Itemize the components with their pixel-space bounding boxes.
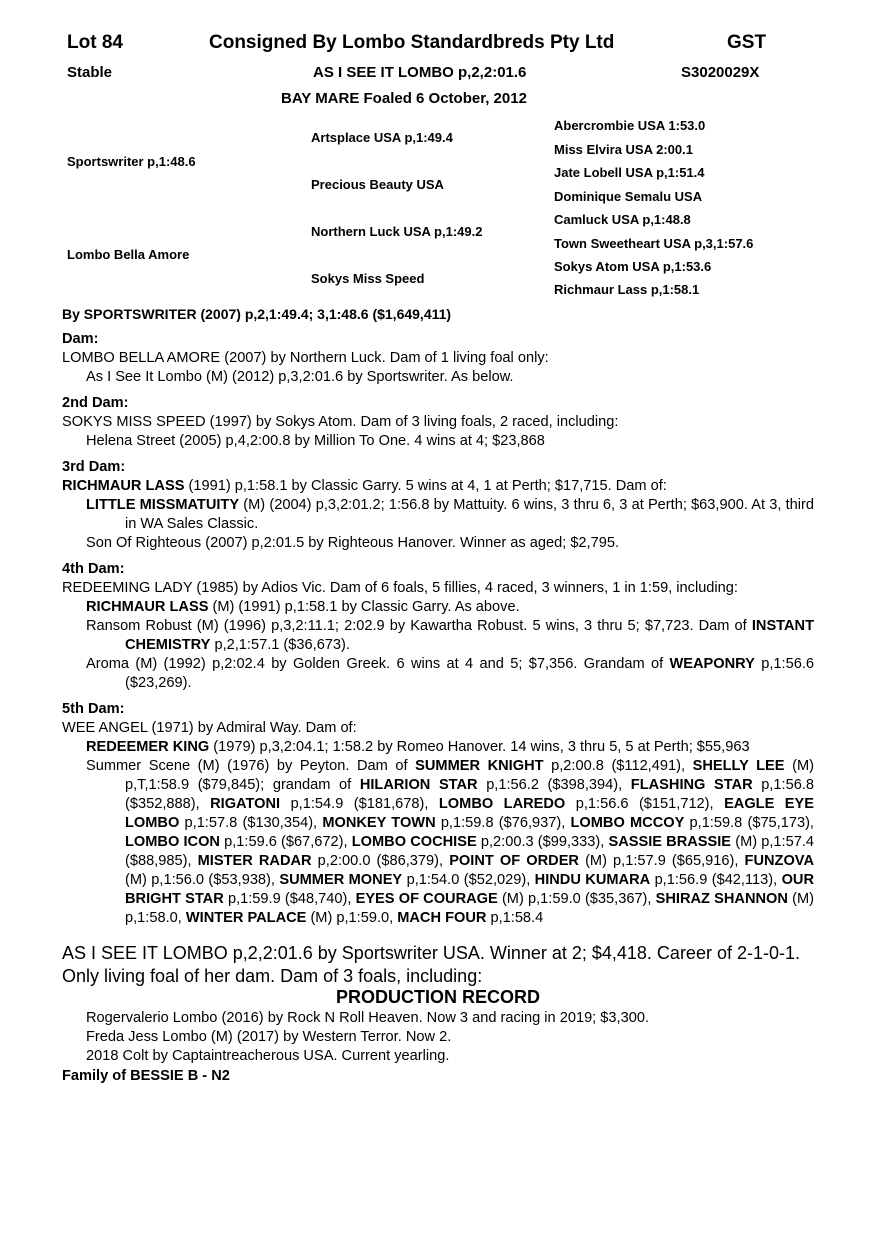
produce-name: LOMBO MCCOY — [570, 815, 685, 831]
horse-description: BAY MARE Foaled 6 October, 2012 — [281, 90, 527, 107]
dam5-heading: 5th Dam: — [62, 701, 125, 717]
produce-text: p,2:00.3 ($99,333), — [476, 834, 609, 850]
dam3-name: RICHMAUR LASS — [62, 478, 185, 494]
produce-name: SUMMER MONEY — [279, 872, 403, 888]
dam2-foal: Helena Street (2005) p,4,2:00.8 by Million To One. 4 wins at 4; $23,868 — [86, 433, 545, 449]
produce-name: MACH FOUR — [397, 910, 487, 926]
production-item: Rogervalerio Lombo (2016) by Rock N Roll Heaven. Now 3 and racing in 2019; $3,300. — [86, 1010, 649, 1026]
produce-name: EAGLE EYE LOMBO — [125, 796, 814, 831]
dam4-foal-3-grand: WEAPONRY — [669, 656, 755, 672]
dam3-heading: 3rd Dam: — [62, 459, 126, 475]
pedigree-g3-1: Abercrombie USA 1:53.0 — [554, 118, 706, 133]
produce-text: p,2:00.8 ($112,491), — [543, 758, 693, 774]
dam3-foal-1-details: (M) (2004) p,3,2:01.2; 1:56.8 by Mattuity. 6 wins, 3 thru 6, 3 at Perth; $63,900. At 3, third in WA Sales Classic. — [125, 497, 814, 532]
produce-text: (M) p,1:59.0 ($35,367), — [497, 891, 656, 907]
produce-text: p,1:56.2 ($398,394), — [477, 777, 631, 793]
dam-line: LOMBO BELLA AMORE (2007) by Northern Luck. Dam of 1 living foal only: — [62, 350, 549, 366]
dam5-foal-1 — [62, 738, 814, 757]
produce-text: p,1:59.8 ($75,173), — [684, 815, 814, 831]
produce-name: WINTER PALACE — [185, 910, 307, 926]
pedigree-dam-dam: Sokys Miss Speed — [311, 271, 425, 286]
pedigree-body — [62, 330, 814, 1086]
dam3-foal-1-name: LITTLE MISSMATUITY — [86, 497, 240, 513]
dam5-line: WEE ANGEL (1971) by Admiral Way. Dam of: — [62, 720, 357, 736]
produce-text: p,1:59.6 ($67,672), — [219, 834, 352, 850]
produce-name: FLASHING STAR — [630, 777, 753, 793]
dam3-details: (1991) p,1:58.1 by Classic Garry. 5 wins at 4, 1 at Perth; $17,715. Dam of: — [184, 478, 667, 494]
produce-text: p,1:56.8 ($352,888), — [125, 777, 814, 812]
produce-text: p,1:57.8 ($130,354), — [179, 815, 323, 831]
dam4-foal-2-produce: INSTANT CHEMISTRY — [125, 618, 814, 653]
produce-name: EYES OF COURAGE — [355, 891, 498, 907]
dam4-foal-3-record: p,1:56.6 ($23,269). — [125, 656, 814, 691]
pedigree-g3-8: Richmaur Lass p,1:58.1 — [554, 282, 700, 297]
pedigree-g3-6: Town Sweetheart USA p,3,1:57.6 — [554, 236, 754, 251]
dam4-foal-3-details: Aroma (M) (1992) p,2:02.4 by Golden Greek. 6 wins at 4 and 5; $7,356. Grandam of — [86, 656, 670, 672]
produce-text: (M) p,1:57.9 ($65,916), — [578, 853, 745, 869]
horse-id: S3020029X — [681, 64, 760, 81]
produce-name: LOMBO COCHISE — [351, 834, 477, 850]
dam4-line: REDEEMING LADY (1985) by Adios Vic. Dam of 6 foals, 5 fillies, 4 raced, 3 winners, 1 in 1:59, including: — [62, 580, 738, 596]
pedigree-sire: Sportswriter p,1:48.6 — [67, 154, 196, 169]
produce-name: SASSIE BRASSIE — [608, 834, 732, 850]
produce-text: (M) p,T,1:58.9 ($79,845); grandam of — [125, 758, 814, 793]
dam4-foal-2 — [62, 617, 814, 655]
dam-foal: As I See It Lombo (M) (2012) p,3,2:01.6 by Sportswriter. As below. — [86, 369, 514, 385]
produce-text: p,2:00.0 ($86,379), — [311, 853, 450, 869]
produce-name: HILARION STAR — [359, 777, 478, 793]
location: Stable — [67, 64, 113, 81]
pedigree-g3-2: Miss Elvira USA 2:00.1 — [554, 142, 693, 157]
produce-text: p,1:56.6 ($151,712), — [565, 796, 725, 812]
produce-name: SHIRAZ SHANNON — [655, 891, 788, 907]
dam4-foal-3 — [62, 655, 814, 693]
horse-summary: AS I SEE IT LOMBO p,2,2:01.6 by Sportswriter USA. Winner at 2; $4,418. Career of 2-1-0-1. Only living foal of her dam. Dam of 3 foals, including: — [62, 943, 800, 986]
lot-number: Lot 84 — [67, 32, 123, 53]
dam3-foal-2: Son Of Righteous (2007) p,2:01.5 by Righteous Hanover. Winner as aged; $2,795. — [86, 535, 620, 551]
produce-text: p,1:59.8 ($76,937), — [435, 815, 571, 831]
horse-name: AS I SEE IT LOMBO p,2,2:01.6 — [313, 64, 527, 81]
produce-name: FUNZOVA — [744, 853, 814, 869]
produce-name: MONKEY TOWN — [322, 815, 436, 831]
dam3-line — [62, 477, 814, 496]
production-heading: PRODUCTION RECORD — [335, 987, 540, 1007]
pedigree-g3-4: Dominique Semalu USA — [554, 189, 703, 204]
pedigree-sire-sire: Artsplace USA p,1:49.4 — [311, 130, 453, 145]
produce-name: LOMBO LAREDO — [438, 796, 566, 812]
dam4-heading: 4th Dam: — [62, 561, 125, 577]
produce-text: (M) p,1:57.4 ($88,985), — [125, 834, 814, 869]
produce-name: MISTER RADAR — [197, 853, 312, 869]
produce-text: p,1:56.9 ($42,113), — [650, 872, 782, 888]
dam5-foal-2 — [62, 757, 814, 928]
production-item: Freda Jess Lombo (M) (2017) by Western Terror. Now 2. — [86, 1029, 452, 1045]
dam3-foal-1 — [62, 496, 814, 534]
family-line: Family of BESSIE B - N2 — [62, 1068, 230, 1084]
dam4-foal-2-details: Ransom Robust (M) (1996) p,3,2:11.1; 2:02.9 by Kawartha Robust. 5 wins, 3 thru 5; $7,723. Dam of — [86, 618, 752, 634]
pedigree-dam: Lombo Bella Amore — [67, 247, 190, 262]
produce-text: (M) p,1:58.0, — [125, 891, 815, 926]
dam4-foal-1 — [62, 598, 814, 617]
production-item: 2018 Colt by Captaintreacherous USA. Current yearling. — [86, 1048, 450, 1064]
produce-text: p,1:54.9 ($181,678), — [280, 796, 439, 812]
produce-text: p,1:58.4 — [486, 910, 544, 926]
produce-name: LOMBO ICON — [125, 834, 220, 850]
sire-line: By SPORTSWRITER (2007) p,2,1:49.4; 3,1:48.6 ($1,649,411) — [62, 306, 452, 322]
dam4-foal-2-record: p,2,1:57.1 ($36,673). — [210, 637, 350, 653]
dam4-foal-1-details: (M) (1991) p,1:58.1 by Classic Garry. As above. — [208, 599, 520, 615]
produce-name: OUR BRIGHT STAR — [125, 872, 815, 907]
produce-text: (M) p,1:56.0 ($53,938), — [125, 872, 280, 888]
dam-heading: Dam: — [62, 331, 99, 347]
produce-text: p,1:54.0 ($52,029), — [402, 872, 535, 888]
produce-name: SUMMER KNIGHT — [415, 758, 544, 774]
produce-name: RIGATONI — [210, 796, 281, 812]
produce-name: POINT OF ORDER — [449, 853, 579, 869]
produce-name: HINDU KUMARA — [534, 872, 651, 888]
code: GST — [727, 32, 767, 53]
produce-text: (M) p,1:59.0, — [306, 910, 398, 926]
dam5-foal-1-details: (1979) p,3,2:04.1; 1:58.2 by Romeo Hanover. 14 wins, 3 thru 5, 5 at Perth; $55,963 — [209, 739, 750, 755]
produce-text: Summer Scene (M) (1976) by Peyton. Dam of — [86, 758, 416, 774]
dam2-heading: 2nd Dam: — [62, 395, 129, 411]
produce-name: SHELLY LEE — [692, 758, 785, 774]
dam4-foal-1-name: RICHMAUR LASS — [86, 599, 209, 615]
pedigree-dam-sire: Northern Luck USA p,1:49.2 — [311, 224, 483, 239]
pedigree-g3-3: Jate Lobell USA p,1:51.4 — [554, 165, 705, 180]
dam2-line: SOKYS MISS SPEED (1997) by Sokys Atom. Dam of 3 living foals, 2 raced, including: — [62, 414, 619, 430]
pedigree-g3-7: Sokys Atom USA p,1:53.6 — [554, 259, 712, 274]
consignor: Consigned By Lombo Standardbreds Pty Ltd — [209, 32, 615, 53]
dam5-foal-1-name: REDEEMER KING — [86, 739, 210, 755]
pedigree-g3-5: Camluck USA p,1:48.8 — [554, 212, 691, 227]
pedigree-sire-dam: Precious Beauty USA — [311, 177, 444, 192]
produce-text: p,1:59.9 ($48,740), — [223, 891, 356, 907]
